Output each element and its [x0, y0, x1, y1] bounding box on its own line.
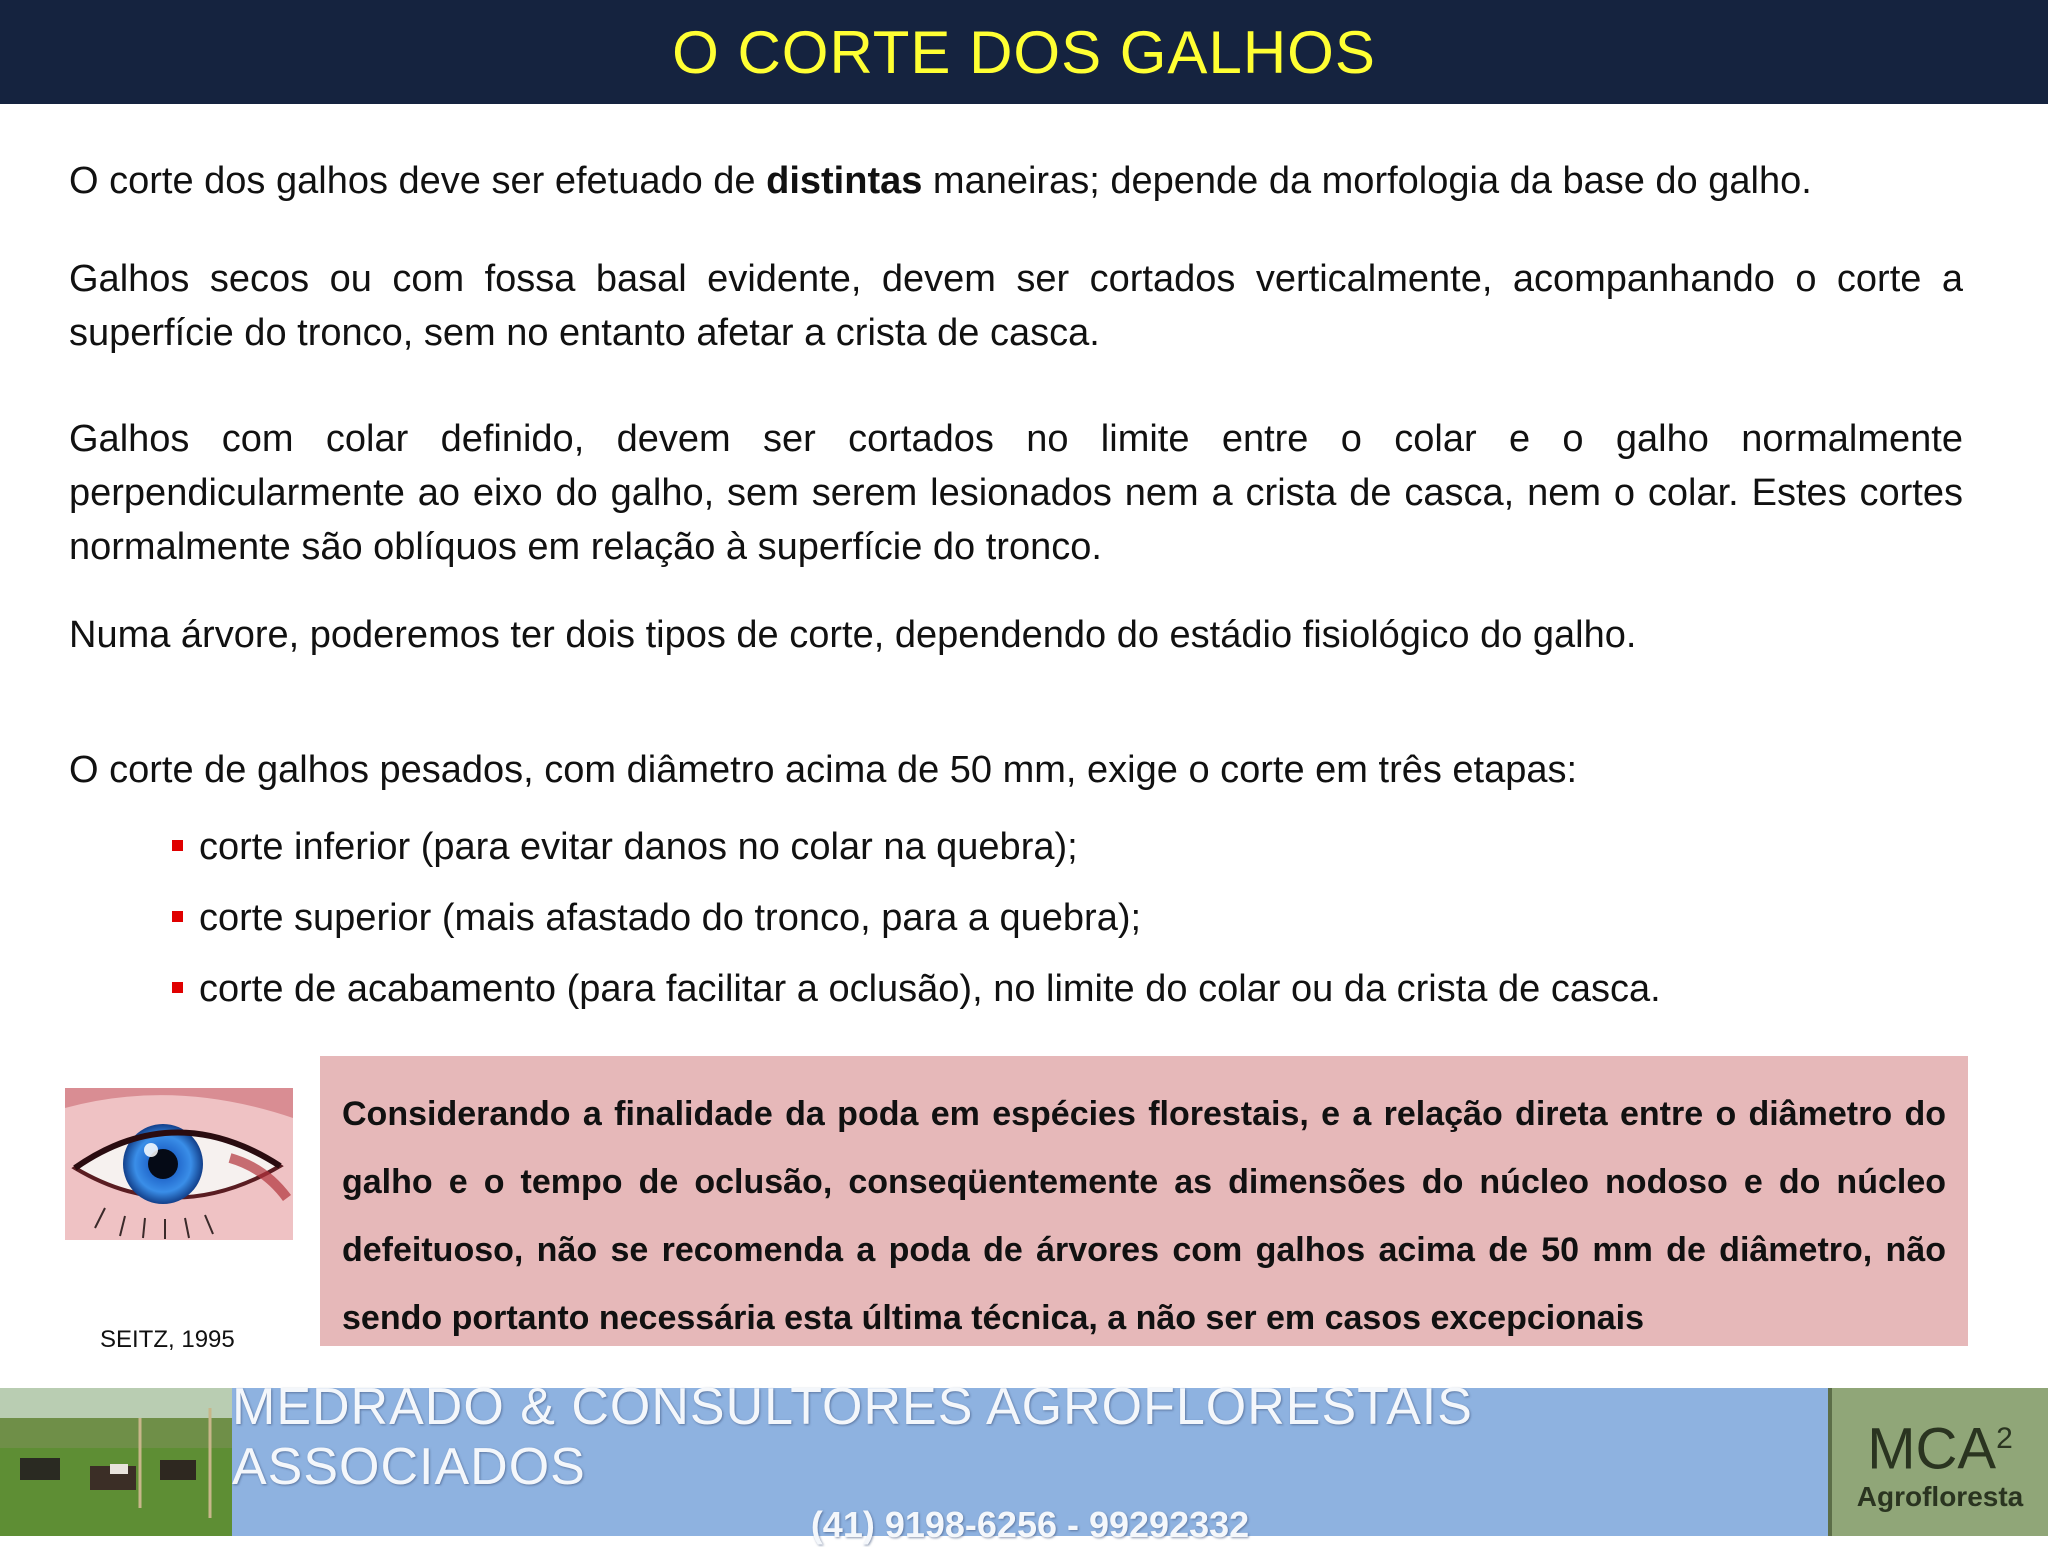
list-item-text: corte de acabamento (para facilitar a oclusão), no limite do colar ou da crista de casca. — [199, 968, 1661, 1010]
intro-text-end: maneiras; depende da morfologia da base do galho. — [922, 160, 1812, 202]
paragraph-heavy-branches: O corte de galhos pesados, com diâmetro acima de 50 mm, exige o corte em três etapas: — [69, 749, 1578, 791]
list-item-text: corte superior (mais afastado do tronco, para a quebra); — [199, 897, 1142, 939]
steps-list — [172, 812, 1661, 1025]
note-text: Considerando a finalidade da poda em espécies florestais, e a relação direta entre o diâmetro do galho e o tempo de oclusão, conseqüentemente as dimensões do núcleo nodoso e do núcleo defeituoso, não se recomenda a poda de árvores com galhos acima de 50 mm de diâmetro, não sendo portanto necessária esta última técnica, a não ser em casos excepcionais — [342, 1095, 1946, 1337]
company-phone: (41) 9198-6256 - 99292332 — [810, 1504, 1250, 1545]
company-name: MEDRADO & CONSULTORES AGROFLORESTAIS ASSOCIADOS — [232, 1378, 1473, 1496]
logo-mark — [1867, 1409, 2013, 1482]
paragraph-dry-branches: Galhos secos ou com fossa basal evidente, devem ser cortados verticalmente, acompanhando o corte a superfície do tronco, sem no entanto afetar a crista de casca. — [69, 258, 1963, 354]
slide-title: O CORTE DOS GALHOS — [672, 18, 1376, 86]
title-bar — [0, 0, 2048, 104]
footer-banner — [0, 1378, 2048, 1545]
list-item-text: corte inferior (para evitar danos no colar na quebra); — [199, 826, 1078, 868]
bullet-square-icon — [172, 982, 183, 993]
company-logo — [1828, 1388, 2048, 1536]
logo-subtitle: Agrofloresta — [1856, 1481, 2024, 1513]
source-citation: SEITZ, 1995 — [100, 1326, 235, 1353]
pasture-image — [0, 1388, 232, 1536]
list-item — [172, 812, 1661, 883]
paragraph-collar-branches: Galhos com colar definido, devem ser cortados no limite entre o colar e o galho normalmente perpendicularmente ao eixo do galho, sem serem lesionados nem a crista de casca, nem o colar. Estes cortes normalmente são oblíquos em relação à superfície do tronco. — [69, 418, 1963, 568]
paragraph-cut-types: Numa árvore, poderemos ter dois tipos de corte, dependendo do estádio fisiológico do galho. — [69, 614, 1637, 656]
bullet-square-icon — [172, 840, 183, 851]
bullet-square-icon — [172, 911, 183, 922]
intro-text-start: O corte dos galhos deve ser efetuado de — [69, 160, 767, 202]
footer-company-band — [232, 1378, 1828, 1545]
paragraph-intro — [69, 154, 1963, 208]
eye-icon — [65, 1088, 293, 1240]
footer-photo — [0, 1388, 232, 1536]
eye-illustration — [65, 1088, 293, 1240]
list-item — [172, 883, 1661, 954]
note-box — [320, 1056, 1968, 1346]
intro-bold-word: distintas — [766, 160, 923, 202]
logo-superscript: 2 — [1996, 1421, 2013, 1455]
list-item — [172, 954, 1661, 1025]
logo-letters: MCA — [1867, 1416, 1997, 1482]
